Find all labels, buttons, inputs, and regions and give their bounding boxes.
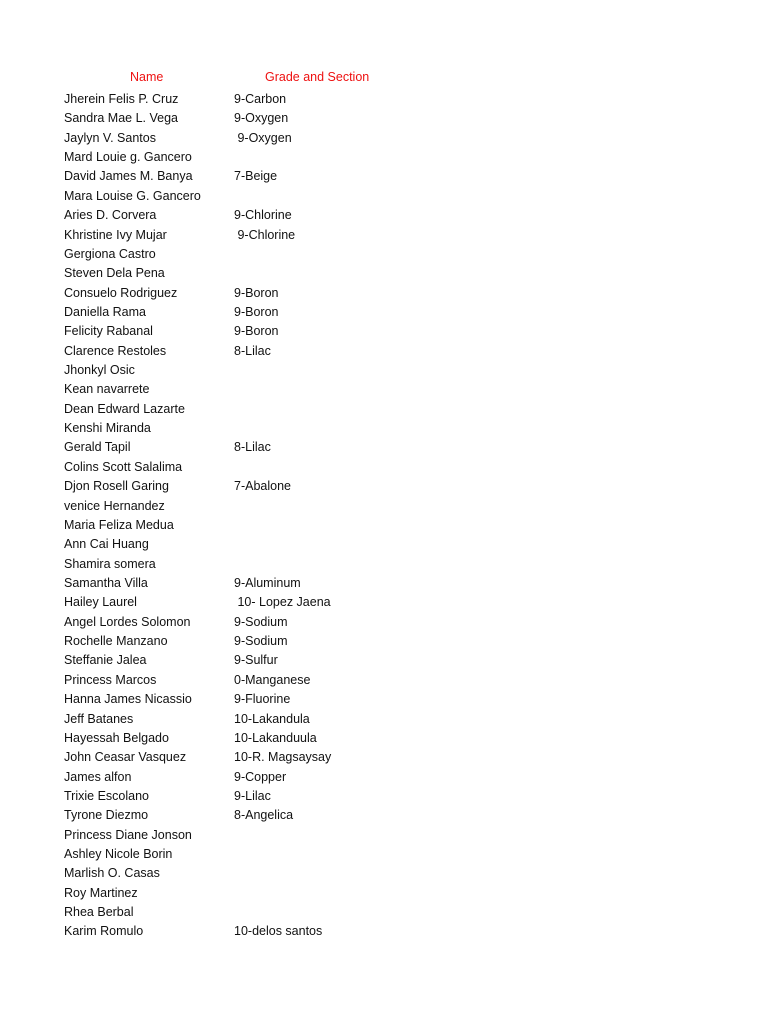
student-name-cell: Maria Feliza Medua: [64, 517, 174, 532]
student-name-cell: Samantha Villa: [64, 575, 148, 590]
table-row: [0, 884, 768, 903]
student-name-cell: Djon Rosell Garing: [64, 479, 169, 494]
table-row: [0, 303, 768, 322]
table-row: [0, 477, 768, 496]
student-name-cell: Jaylyn V. Santos: [64, 130, 156, 145]
grade-section-cell: 10-delos santos: [234, 924, 323, 939]
student-name-cell: Mara Louise G. Gancero: [64, 188, 201, 203]
table-row: [0, 264, 768, 283]
student-name-cell: Rochelle Manzano: [64, 634, 168, 649]
student-name-cell: Hanna James Nicassio: [64, 692, 192, 707]
grade-section-cell: 7-Abalone: [234, 479, 291, 494]
student-name-cell: Shamira somera: [64, 556, 156, 571]
table-row: [0, 497, 768, 516]
student-name-cell: Hailey Laurel: [64, 595, 137, 610]
student-name-cell: Kean navarrete: [64, 382, 150, 397]
table-row: [0, 380, 768, 399]
grade-section-cell: 9-Lilac: [234, 788, 271, 803]
grade-section-cell: 9-Carbon: [234, 92, 287, 106]
student-name-cell: Steffanie Jalea: [64, 653, 147, 668]
student-name-cell: Karim Romulo: [64, 924, 144, 939]
header-row: [0, 70, 768, 88]
student-name-cell: Colins Scott Salalima: [64, 459, 183, 474]
student-name-cell: Princess Diane Jonson: [64, 827, 192, 842]
student-name-cell: Gerald Tapil: [64, 440, 131, 455]
student-name-cell: Hayessah Belgado: [64, 730, 169, 745]
table-row: [0, 148, 768, 167]
grade-section-cell: 9-Fluorine: [234, 692, 291, 707]
student-name-cell: Felicity Rabanal: [64, 324, 153, 339]
table-row: [0, 129, 768, 148]
student-name-cell: Jherein Felis P. Cruz: [64, 92, 179, 106]
student-name-cell: David James M. Banya: [64, 169, 193, 184]
student-name-cell: Angel Lordes Solomon: [64, 614, 191, 629]
table-row: [0, 90, 768, 109]
table-row: [0, 555, 768, 574]
student-name-cell: Mard Louie g. Gancero: [64, 150, 192, 165]
table-row: [0, 245, 768, 264]
grade-section-cell: 9-Chlorine: [234, 208, 292, 223]
table-row: [0, 826, 768, 845]
student-name-cell: James alfon: [64, 769, 132, 784]
student-name-cell: Kenshi Miranda: [64, 421, 151, 436]
grade-section-cell: 9-Sulfur: [234, 653, 278, 668]
student-name-cell: Ashley Nicole Borin: [64, 847, 173, 862]
grade-section-cell: 8-Lilac: [234, 440, 271, 455]
grade-section-cell: 9-Aluminum: [234, 575, 301, 590]
grade-section-cell: 7-Beige: [234, 169, 278, 184]
grade-section-cell: 9-Sodium: [234, 614, 288, 629]
table-row: [0, 864, 768, 883]
table-row: [0, 400, 768, 419]
table-row: [0, 361, 768, 380]
student-name-cell: Jeff Batanes: [64, 711, 134, 726]
table-row: [0, 845, 768, 864]
column-header-name: Name: [130, 70, 164, 84]
table-row: [0, 903, 768, 922]
grade-section-cell: 10- Lopez Jaena: [234, 595, 331, 610]
table-row: [0, 458, 768, 477]
table-row: [0, 187, 768, 206]
student-name-cell: John Ceasar Vasquez: [64, 750, 187, 765]
table-row: [0, 284, 768, 303]
student-name-cell: Khristine Ivy Mujar: [64, 227, 167, 242]
table-row: [0, 574, 768, 593]
table-row: [0, 613, 768, 632]
student-name-cell: Steven Dela Pena: [64, 266, 165, 281]
table-row: [0, 748, 768, 767]
student-name-cell: Daniella Rama: [64, 304, 146, 319]
grade-section-cell: 10-Lakandula: [234, 711, 310, 726]
student-name-cell: venice Hernandez: [64, 498, 165, 513]
table-row: [0, 342, 768, 361]
student-name-cell: Aries D. Corvera: [64, 208, 157, 223]
table-row: [0, 651, 768, 670]
student-name-cell: Tyrone Diezmo: [64, 808, 149, 823]
student-name-cell: Clarence Restoles: [64, 343, 167, 358]
grade-section-cell: 9-Oxygen: [234, 111, 289, 126]
table-row: [0, 690, 768, 709]
grade-section-cell: 0-Manganese: [234, 672, 311, 687]
student-name-cell: Consuelo Rodriguez: [64, 285, 178, 300]
table-row: [0, 787, 768, 806]
grade-section-cell: 9-Boron: [234, 285, 279, 300]
student-name-cell: Princess Marcos: [64, 672, 157, 687]
table-row: [0, 710, 768, 729]
table-row: [0, 632, 768, 651]
student-name-cell: Marlish O. Casas: [64, 866, 160, 881]
grade-section-cell: 8-Angelica: [234, 808, 294, 823]
table-row: [0, 109, 768, 128]
table-row: [0, 516, 768, 535]
grade-section-cell: 9-Copper: [234, 769, 287, 784]
table-row: [0, 768, 768, 787]
student-name-cell: Roy Martinez: [64, 885, 138, 900]
table-row: [0, 206, 768, 225]
column-header-grade-section: Grade and Section: [265, 70, 370, 84]
student-name-cell: Trixie Escolano: [64, 788, 149, 803]
grade-section-cell: 10-Lakanduula: [234, 730, 317, 745]
table-row: [0, 671, 768, 690]
table-row: [0, 922, 768, 941]
student-list: [0, 90, 768, 942]
student-name-cell: Gergiona Castro: [64, 246, 156, 261]
grade-section-cell: 10-R. Magsaysay: [234, 750, 332, 765]
table-row: [0, 806, 768, 825]
table-row: [0, 438, 768, 457]
student-name-cell: Dean Edward Lazarte: [64, 401, 185, 416]
grade-section-cell: 9-Sodium: [234, 634, 288, 649]
student-name-cell: Jhonkyl Osic: [64, 363, 135, 378]
table-row: [0, 593, 768, 612]
table-row: [0, 322, 768, 341]
table-row: [0, 226, 768, 245]
student-name-cell: Sandra Mae L. Vega: [64, 111, 178, 126]
grade-section-cell: 9-Boron: [234, 304, 279, 319]
grade-section-cell: 9-Chlorine: [234, 227, 296, 242]
grade-section-cell: 8-Lilac: [234, 343, 271, 358]
table-row: [0, 167, 768, 186]
table-row: [0, 535, 768, 554]
grade-section-cell: 9-Oxygen: [234, 130, 292, 145]
grade-section-cell: 9-Boron: [234, 324, 279, 339]
student-name-cell: Ann Cai Huang: [64, 537, 149, 552]
student-name-cell: Rhea Berbal: [64, 905, 134, 920]
table-row: [0, 729, 768, 748]
table-row: [0, 419, 768, 438]
